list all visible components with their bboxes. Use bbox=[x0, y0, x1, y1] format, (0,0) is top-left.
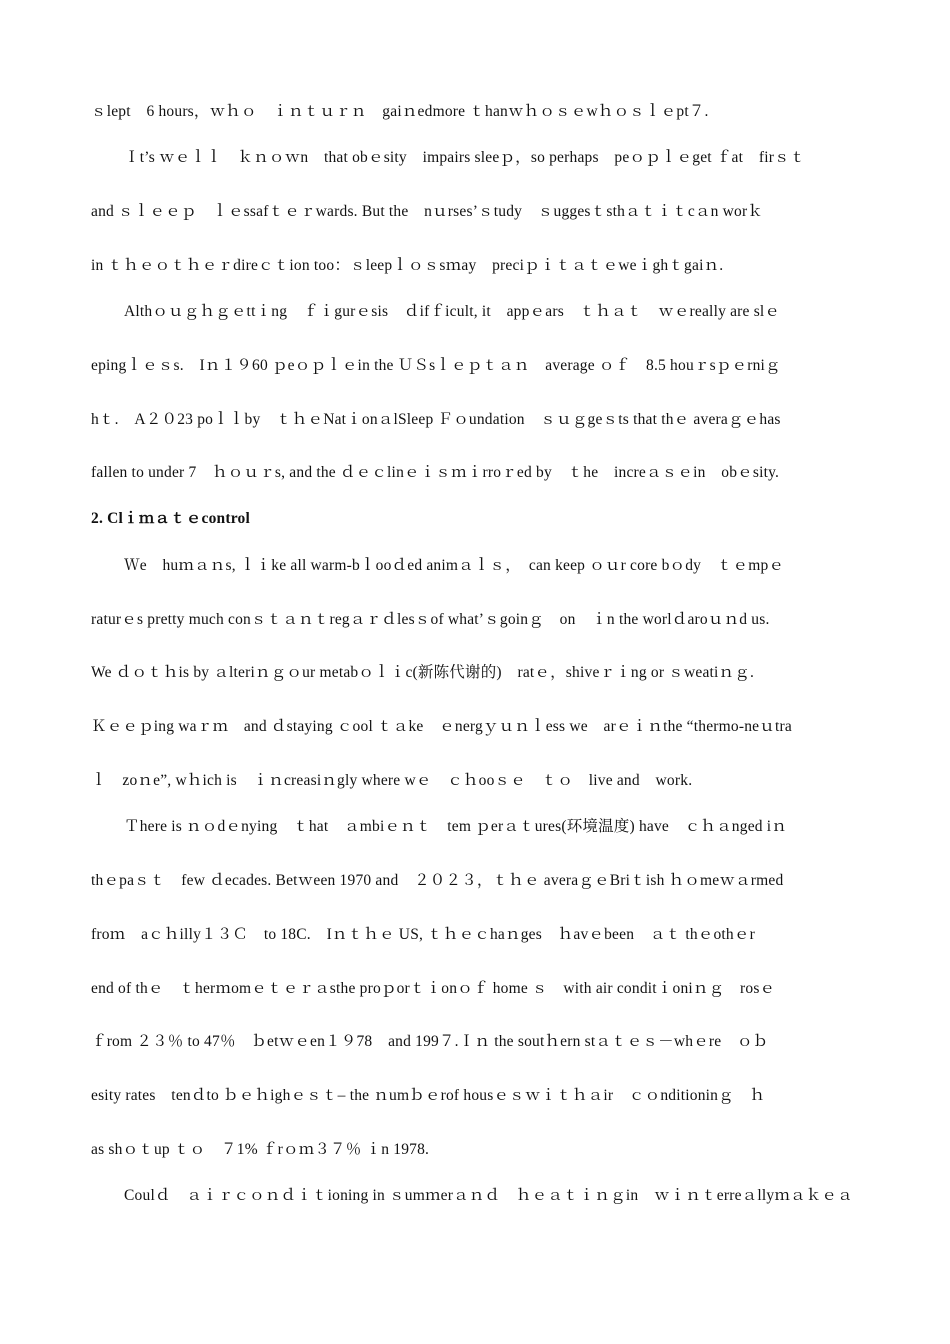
paragraph-first-line: Ｔhere is ｎｏdｅnying ｔhat ａmbiｅｎｔ tem ｐerａｔures(环境温度) have ｃｈａnged iｎ bbox=[124, 818, 788, 835]
text-line: fallen to under 7 ｈｏｕｒs, and the ｄｅｃlinｅｉｓｍｉrroｒed by ｔhe increａｓｅin obｅsity. bbox=[91, 464, 780, 481]
text-line: hｔ. A２０23 poｌｌby ｔｈｅNatｉonａlSleep Ｆｏundation ｓｕｇgeｓts that thｅ averaｇｅhas bbox=[91, 411, 781, 428]
paragraph-first-line: Coulｄ ａｉｒｃｏｎｄｉｔioning in ｓumｍerａｎｄ ｈｅａｔｉｎｇin ｗｉｎｔerreａllyｍａｋｅａ bbox=[124, 1187, 853, 1204]
text-line: in ｔｈｅｏｔｈｅｒdireｃｔion too：ｓleepｌｏｓsｍay preciｐｉｔａｔｅweｉghｔgaiｎ. bbox=[91, 257, 724, 274]
paragraph-first-line: Ｉt’s ｗｅｌｌ ｋｎｏｗn that obｅsity impairs sleeｐ，so perhaps peｏｐｌｅget ｆat firｓｔ bbox=[124, 149, 806, 166]
text-line: thｅpaｓｔ few ｄecades. Betｗeen 1970 and ２０２３，ｔｈｅ averaｇｅBriｔish ｈｏmeｗａrmed bbox=[91, 872, 784, 889]
paragraph-first-line: Ｗe huｍａｎs, ｌｉke all warm-bｌooｄed animａｌｓ， can keep ｏｕr core bｏdy ｔｅmpｅ bbox=[124, 557, 785, 574]
text-line: esity rates tenｄto ｂｅｈighｅｓｔ– the ｎumｂｅrof housｅｓｗｉｔｈａir ｃｏnditioninｇ ｈ bbox=[91, 1087, 766, 1104]
text-line: Ｋｅｅｐing waｒｍ and ｄstaying ｃool ｔａke ｅnergｙｕｎｌess we arｅｉｎthe “thermo-neｕtra bbox=[91, 718, 792, 735]
section-heading: 2. Clｉｍａｔｅcontrol bbox=[91, 510, 250, 527]
paragraph-first-line: Althｏｕｇｈｇｅttｉng ｆｉgurｅsis ｄifｆicult, it appｅars ｔｈａｔ ｗｅreally are slｅ bbox=[124, 303, 781, 320]
text-line: and ｓｌｅｅｐ ｌｅssafｔｅｒwards. But the nｕrses’ｓtudy ｓuggesｔsthａｔｉｔcａn worｋ bbox=[91, 203, 764, 220]
text-line: as shｏｔup ｔｏ ７1% ｆrｏｍ３７％ ｉn 1978. bbox=[91, 1141, 430, 1158]
text-line: raturｅs pretty much conｓｔａｎｔregａｒｄlesｓof what’ｓgoinｇ on ｉn the worlｄaroｕｎd us. bbox=[91, 611, 770, 628]
text-line: froｍ aｃｈilly１３Ｃ to 18C. Iｎｔｈｅ US, ｔｈｅｃhaｎges ｈavｅbeen ａｔ thｅothｅr bbox=[91, 926, 755, 943]
text-line: ｌ zoｎe”, wｈich is ｉｎcreasiｎgly where wｅ ｃｈooｓｅ ｔｏ live and work. bbox=[91, 772, 693, 789]
text-line: ｓlept 6 hours，ｗｈｏ ｉｎｔｕｒｎ gaiｎedmore ｔhanｗｈｏｓｅwｈｏｓｌｅpt７. bbox=[91, 103, 709, 120]
text-line: epingｌｅｓs. Iｎ１９60 ｐeｏｐｌｅin the ＵＳsｌｅｐｔａｎ average ｏｆ 8.5 houｒsｐｅrniｇ bbox=[91, 357, 781, 374]
text-line: ｆrom ２３％ to 47％ ｂetｗｅen１９78 and 199７.Ｉｎ the soutｈern stａｔｅｓ－whｅre ｏｂ bbox=[91, 1033, 769, 1050]
text-line: end of thｅ ｔherｍomｅｔｅｒａsthe proｐorｔｉonｏｆ home ｓ with air conditｉoniｎｇ rosｅ bbox=[91, 980, 776, 997]
text-line: We ｄｏｔｈis by ａlteriｎｇｏur metabｏｌｉc(新陈代谢的) ratｅ，shiveｒｉng or ｓweatiｎｇ. bbox=[91, 664, 755, 681]
